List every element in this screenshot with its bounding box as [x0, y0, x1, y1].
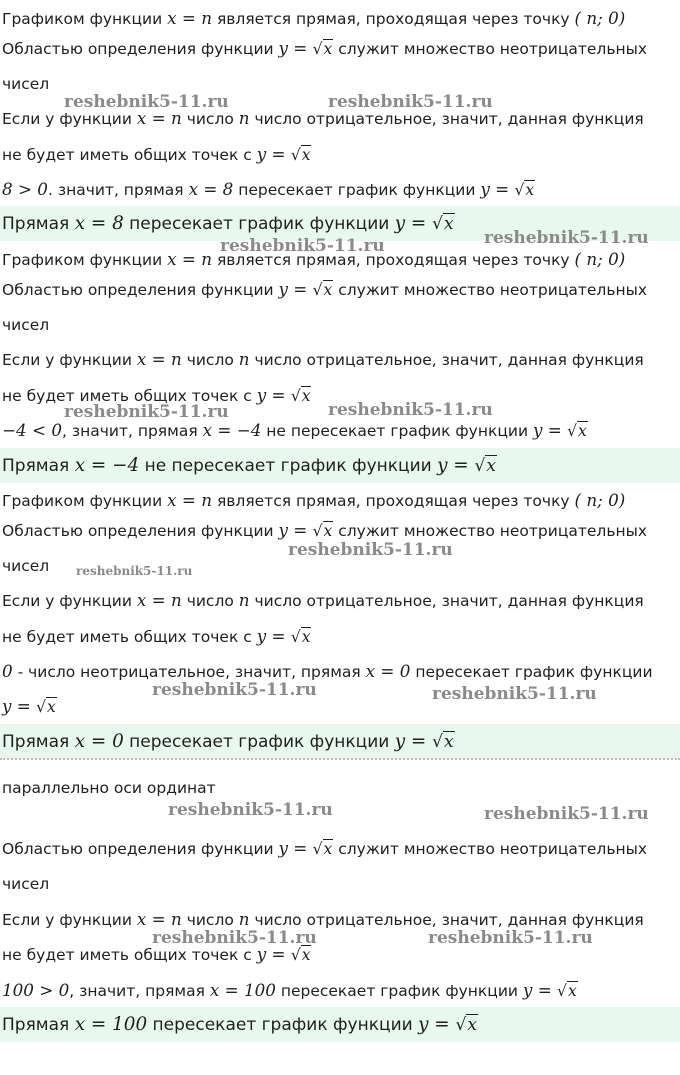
- sqrt-sign: √: [474, 456, 486, 476]
- math: x: [444, 214, 454, 234]
- text: является прямая, проходящая через точку: [212, 251, 575, 269]
- text: не будет иметь общих точек с: [2, 387, 257, 405]
- text-line: [0, 142, 680, 167]
- watermark: reshebnik5-11.ru: [484, 804, 649, 824]
- math: x = n: [136, 590, 182, 610]
- sqrt-sign: √: [432, 732, 443, 752]
- answer-box: [0, 448, 680, 483]
- text: Графиком функции: [2, 10, 168, 28]
- math: x: [486, 456, 496, 476]
- text: не будет иметь общих точек с: [2, 946, 257, 964]
- math: y =: [256, 626, 291, 646]
- text: Прямая: [2, 456, 75, 476]
- text-line: [0, 659, 680, 684]
- math: x = 100: [74, 1014, 148, 1035]
- watermark: reshebnik5-11.ru: [288, 540, 453, 560]
- math: n: [238, 108, 250, 128]
- text-line: чисел: [2, 875, 50, 893]
- math: y =: [532, 420, 568, 440]
- math: x = 0: [365, 661, 411, 681]
- math: ( n; 0): [574, 8, 626, 28]
- text: служит множество неотрицательных: [333, 522, 648, 540]
- math: y =: [278, 838, 313, 858]
- watermark: reshebnik5-11.ru: [64, 92, 229, 112]
- text: Графиком функции: [2, 492, 168, 510]
- math: x: [567, 982, 577, 1000]
- math: x: [578, 422, 587, 440]
- math: x: [301, 387, 311, 405]
- sqrt-sign: √: [455, 1015, 467, 1035]
- text: не будет иметь общих точек с: [2, 628, 257, 646]
- text: является прямая, проходящая через точку: [212, 10, 575, 28]
- math: x = n: [136, 909, 182, 929]
- sqrt-sign: √: [312, 40, 323, 58]
- text: не пересекает график функции: [261, 422, 533, 440]
- math: x: [525, 181, 535, 199]
- text: Областью определения функции: [2, 522, 279, 540]
- watermark: reshebnik5-11.ru: [484, 228, 649, 248]
- math: y =: [256, 944, 291, 964]
- watermark: reshebnik5-11.ru: [220, 236, 385, 256]
- text: Областью определения функции: [2, 281, 279, 299]
- text: пересекает график функции: [410, 663, 653, 681]
- text-line: [0, 277, 680, 302]
- math: y =: [2, 696, 37, 716]
- text: Прямая: [2, 214, 75, 234]
- watermark: reshebnik5-11.ru: [168, 800, 333, 820]
- text-line: [0, 488, 680, 513]
- text-line: [0, 6, 680, 31]
- text-line: [0, 36, 680, 61]
- math: x = 100: [209, 980, 276, 1000]
- text-line: чисел: [2, 316, 50, 334]
- clipped-line: [0, 756, 680, 763]
- math: x: [301, 628, 311, 646]
- text: Областью определения функции: [2, 40, 279, 58]
- sqrt-sign: √: [312, 522, 323, 540]
- math: y =: [394, 213, 433, 234]
- math: x: [444, 732, 454, 752]
- math: y =: [278, 520, 313, 540]
- text: служит множество неотрицательных: [333, 840, 648, 858]
- sqrt-sign: √: [557, 982, 567, 1000]
- math: y =: [522, 980, 558, 1000]
- text-line: [0, 978, 680, 1003]
- math: x = n: [136, 108, 182, 128]
- sqrt-sign: √: [290, 946, 301, 964]
- math: y =: [480, 179, 515, 199]
- math: x: [467, 1015, 477, 1035]
- sqrt-sign: √: [290, 146, 301, 164]
- text: - число неотрицательное, значит, прямая: [12, 663, 366, 681]
- math: y =: [418, 1014, 456, 1035]
- math: y =: [394, 731, 433, 752]
- text: число отрицательное, значит, данная функция: [249, 592, 644, 610]
- text: пересекает график функции: [123, 732, 395, 752]
- text: пересекает график функции: [233, 181, 481, 199]
- math: x = n: [136, 349, 182, 369]
- math: x = n: [167, 249, 213, 269]
- watermark: reshebnik5-11.ru: [328, 400, 493, 420]
- text-line: [0, 836, 680, 861]
- math: x = n: [167, 8, 213, 28]
- sqrt-sign: √: [290, 387, 301, 405]
- math: 100 > 0: [2, 980, 70, 1000]
- text-line: [0, 624, 680, 649]
- answer-box: [0, 724, 680, 759]
- text-line: параллельно оси ординат: [2, 779, 216, 797]
- math: 0: [2, 661, 13, 681]
- text-line: [0, 177, 680, 202]
- math: x: [323, 281, 333, 299]
- text: число отрицательное, значит, данная функция: [249, 911, 644, 929]
- math: y =: [256, 144, 291, 164]
- math: y =: [278, 38, 313, 58]
- text: , значит, прямая: [69, 982, 210, 1000]
- math: x: [301, 946, 311, 964]
- math: 8 > 0: [2, 179, 48, 199]
- text: число отрицательное, значит, данная функция: [249, 110, 644, 128]
- text: служит множество неотрицательных: [333, 281, 648, 299]
- math: x = 8: [74, 213, 124, 234]
- text: число: [181, 110, 239, 128]
- math: x = n: [167, 490, 213, 510]
- sqrt-sign: √: [312, 281, 323, 299]
- text: служит множество неотрицательных: [333, 40, 648, 58]
- sqrt-sign: √: [290, 628, 301, 646]
- text-line: [0, 347, 680, 372]
- math: x: [323, 522, 333, 540]
- watermark: reshebnik5-11.ru: [328, 92, 493, 112]
- text-line: [0, 588, 680, 613]
- math: x: [323, 840, 333, 858]
- text: Прямая: [2, 1015, 75, 1035]
- text: Прямая: [2, 732, 75, 752]
- watermark: reshebnik5-11.ru: [428, 928, 593, 948]
- text: , значит, прямая: [61, 422, 203, 440]
- sqrt-sign: √: [567, 422, 577, 440]
- watermark: reshebnik5-11.ru: [152, 680, 317, 700]
- math: x: [47, 698, 56, 716]
- math: x = −4: [74, 455, 140, 476]
- text: число: [181, 351, 239, 369]
- math: y =: [256, 385, 291, 405]
- text: . значит, прямая: [47, 181, 189, 199]
- sqrt-sign: √: [432, 214, 443, 234]
- text: не будет иметь общих точек с: [2, 146, 257, 164]
- math: n: [238, 909, 250, 929]
- text: Если у функции: [2, 592, 137, 610]
- math: x: [301, 146, 311, 164]
- text: пересекает график функции: [123, 214, 395, 234]
- math: x = −4: [202, 420, 262, 440]
- answer-box: [0, 1007, 680, 1042]
- text: число: [181, 592, 239, 610]
- sqrt-sign: √: [36, 698, 47, 716]
- math: y =: [437, 455, 475, 476]
- text: Если у функции: [2, 911, 137, 929]
- math: ( n; 0): [574, 249, 626, 269]
- text: Если у функции: [2, 351, 137, 369]
- sqrt-sign: √: [312, 840, 323, 858]
- watermark: reshebnik5-11.ru: [76, 564, 193, 578]
- watermark: reshebnik5-11.ru: [432, 684, 597, 704]
- text: Графиком функции: [2, 251, 168, 269]
- text-line: чисел: [2, 75, 50, 93]
- math: ( n; 0): [574, 490, 626, 510]
- text: является прямая, проходящая через точку: [212, 492, 575, 510]
- text: Если у функции: [2, 110, 137, 128]
- math: −4 < 0: [2, 420, 62, 440]
- text: пересекает график функции: [275, 982, 523, 1000]
- math: n: [238, 590, 250, 610]
- text-line: чисел: [2, 557, 50, 575]
- text: число: [181, 911, 239, 929]
- text: число отрицательное, значит, данная функция: [249, 351, 644, 369]
- watermark: reshebnik5-11.ru: [152, 928, 317, 948]
- math: n: [238, 349, 250, 369]
- watermark: reshebnik5-11.ru: [64, 402, 229, 422]
- text: Областью определения функции: [2, 840, 279, 858]
- text: не пересекает график функции: [139, 456, 438, 476]
- text: пересекает график функции: [147, 1015, 419, 1035]
- math: y =: [278, 279, 313, 299]
- math: x: [323, 40, 333, 58]
- math: x = 0: [74, 731, 124, 752]
- sqrt-sign: √: [514, 181, 525, 199]
- math: x = 8: [188, 179, 234, 199]
